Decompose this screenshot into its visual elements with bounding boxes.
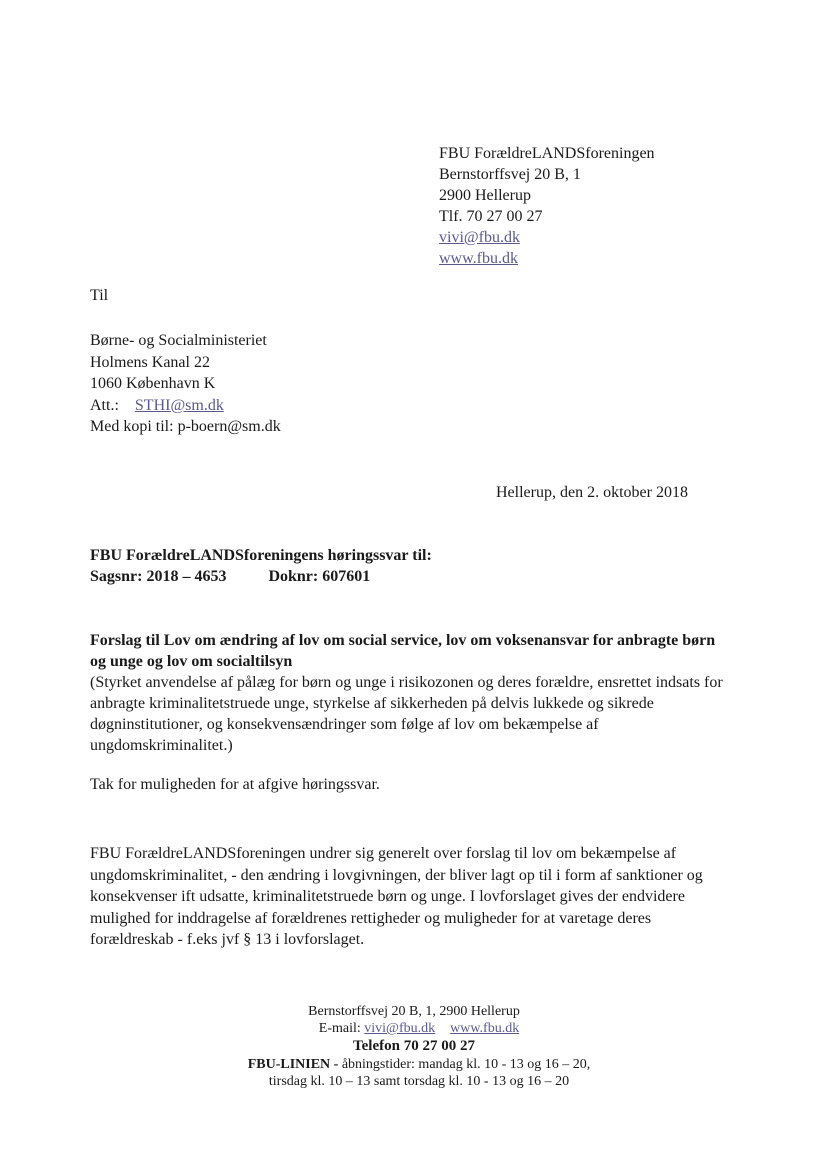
recipient-copy-line (90, 416, 281, 438)
proposal-title-line: Forslag til Lov om ændring af lov om social service, lov om voksenansvar for anbragte børn (90, 632, 716, 649)
thanks-paragraph: Tak for muligheden for at afgive høringssvar. (90, 776, 380, 793)
proposal-description-line: anbragte kriminalitetstruede unge, styrkelse af sikkerheden på delvis lukkede og sikrede (90, 695, 654, 712)
body-paragraph (90, 843, 730, 951)
footer-email-link[interactable]: vivi@fbu.dk (364, 1021, 436, 1036)
sender-address-block (439, 143, 655, 269)
body-line: ungdomskriminalitet, - den ændring i lovgivningen, der bliver lagt op til i form af sanktioner og (90, 866, 703, 884)
sender-city: 2900 Hellerup (439, 187, 531, 204)
footer-hours-2: tirsdag kl. 10 – 13 samt torsdag kl. 10 - 13 og 16 – 20 (268, 1074, 570, 1089)
sender-org: FBU ForældreLANDSforeningen (439, 145, 655, 162)
sender-email-link[interactable]: vivi@fbu.dk (439, 229, 520, 246)
footer-hours-line (0, 1056, 828, 1073)
copy-email: p-boern@sm.dk (177, 418, 281, 435)
heading-title: FBU ForældreLANDSforeningens høringssvar til: (90, 547, 432, 564)
case-number: Sagsnr: 2018 – 4653 (90, 568, 227, 585)
footer-phone: Telefon 70 27 00 27 (353, 1038, 475, 1054)
sender-phone: Tlf. 70 27 00 27 (439, 208, 543, 225)
recipient-city: 1060 København K (90, 375, 216, 392)
letter-footer (0, 1003, 828, 1090)
body-line: konsekvenser ift udsatte, kriminalitetstruede børn og unge. I lovforslaget gives der endvidere (90, 888, 685, 905)
body-line: FBU ForældreLANDSforeningen undrer sig generelt over forslag til lov om bekæmpelse af (90, 845, 677, 862)
recipient-att-line (90, 395, 281, 417)
body-line: mulighed for inddragelse af forældrenes rettigheder og muligheder for at varetage deres (90, 909, 652, 927)
proposal-description-line: (Styrket anvendelse af pålæg for børn og unge i risikozonen og deres forældre, ensrettet indsats for (90, 674, 723, 691)
document-number: Doknr: 607601 (268, 568, 371, 585)
recipient-address-block (90, 330, 281, 438)
sender-web-link[interactable]: www.fbu.dk (439, 250, 518, 267)
proposal-section (90, 630, 730, 756)
att-email-link[interactable]: STHI@sm.dk (134, 396, 224, 414)
footer-line-label: FBU-LINIEN - (247, 1057, 339, 1072)
letter-heading (90, 545, 432, 587)
footer-hours-1: åbningstider: mandag kl. 10 - 13 og 16 – 20, (341, 1057, 591, 1072)
proposal-description-line: ungdomskriminalitet.) (90, 737, 233, 754)
recipient-street: Holmens Kanal 22 (90, 353, 210, 371)
footer-email-label: E-mail: (318, 1021, 361, 1036)
proposal-description-line: døgninstitutioner, og konsekvensændringer som følge af lov om bekæmpelse af (90, 716, 599, 733)
letter-date: Hellerup, den 2. oktober 2018 (496, 484, 688, 501)
proposal-title-line: og unge og lov om socialtilsyn (90, 653, 293, 670)
att-label: Att.: (90, 396, 119, 414)
til-label: Til (90, 287, 109, 304)
recipient-name: Børne- og Socialministeriet (90, 332, 267, 349)
heading-case-line (90, 566, 432, 587)
footer-address: Bernstorffsvej 20 B, 1, 2900 Hellerup (308, 1004, 520, 1019)
footer-web-link[interactable]: www.fbu.dk (450, 1021, 520, 1036)
sender-street: Bernstorffsvej 20 B, 1 (439, 166, 581, 183)
body-line: forældreskab - f.eks jvf § 13 i lovforslaget. (90, 931, 365, 948)
copy-label: Med kopi til: (90, 418, 174, 435)
footer-contact-line (0, 1020, 828, 1037)
